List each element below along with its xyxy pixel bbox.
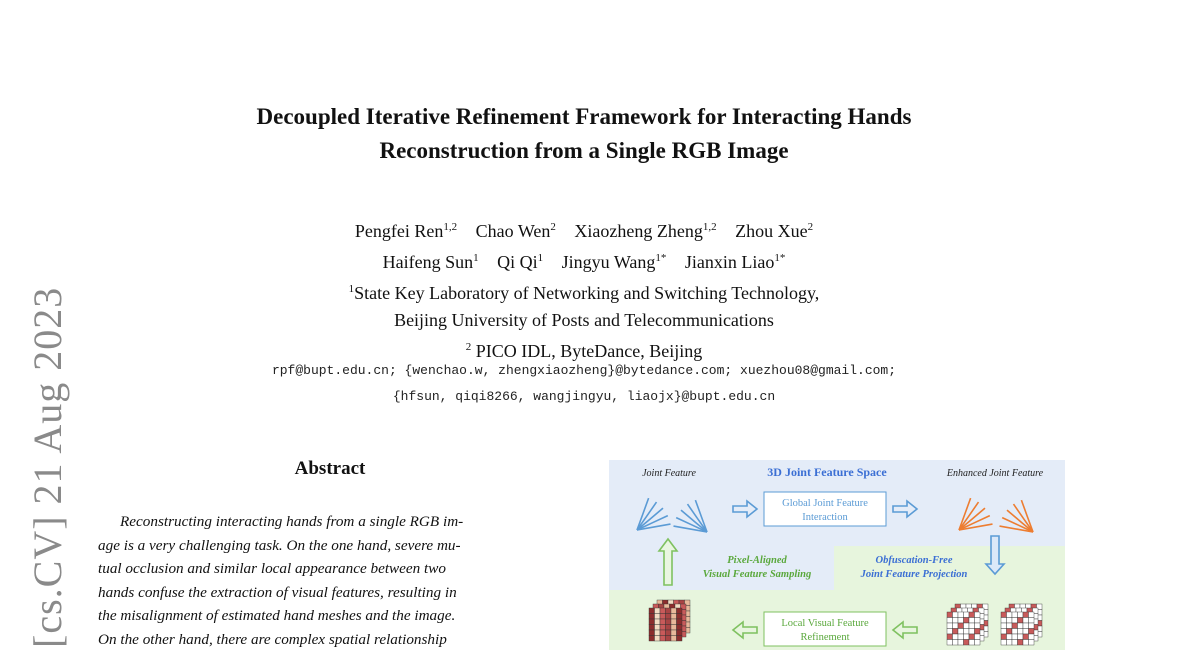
pixel-aligned-line-2: Visual Feature Sampling [702,569,812,580]
author-name: Jingyu Wang [561,252,656,272]
email-line-1: rpf@bupt.edu.cn; {wenchao.w, zhengxiaozheng}@bytedance.com; xuezhou08@gmail.com; [271,363,897,378]
author-name: Haifeng Sun [382,252,474,272]
authors-line-2 [0,245,1168,276]
title-line-2: Reconstruction from a Single RGB Image [379,138,789,163]
affiliation-text: PICO IDL, ByteDance, Beijing [471,341,703,361]
arxiv-stamp: [cs.CV] 21 Aug 2023 [25,286,70,648]
author-name: Jianxin Liao [684,252,775,272]
author-name: Zhou Xue [735,221,808,241]
author-affiliation: 1,2 [443,221,458,233]
local-box-line-2: Refinement [800,632,850,643]
method-figure [609,460,1065,650]
affiliation-marker: 2 [465,341,472,353]
affiliation-1-line-2: Beijing University of Posts and Telecommunications [394,310,774,330]
global-box-line-2: Interaction [802,512,848,523]
author-affiliation: 2 [550,221,556,233]
joint-feature-label: Joint Feature [642,468,696,479]
author-name: Qi Qi [497,252,538,272]
space-title: 3D Joint Feature Space [767,465,887,479]
title-line-1: Decoupled Iterative Refinement Framework for Interacting Hands [256,104,912,129]
figure-svg [609,460,1065,650]
abstract-line: the misalignment of estimated hand meshes and the image. [98,607,456,624]
email-block [0,358,1168,410]
affiliation-1-line-1 [0,276,1168,307]
obfuscation-line-2: Joint Feature Projection [860,569,968,580]
pixel-aligned-line-1: Pixel-Aligned [727,555,787,566]
affiliation-marker: 1 [348,283,355,295]
obfuscation-line-1: Obfuscation-Free [875,555,953,566]
abstract-body [98,510,563,651]
author-affiliation: 1,2 [702,221,717,233]
author-affiliation: 1* [655,252,667,264]
author-affiliation: 1* [774,252,786,264]
author-name: Chao Wen [475,221,551,241]
abstract-line: On the other hand, there are complex spatial relationship [98,630,447,648]
author-affiliation: 2 [807,221,814,233]
author-name: Xiaozheng Zheng [574,221,703,241]
author-name: Pengfei Ren [354,221,444,241]
feature-space-extension [609,546,834,590]
abstract-line: Reconstructing interacting hands from a single RGB im- [120,513,464,530]
affiliation-text: State Key Laboratory of Networking and Switching Technology, [354,283,820,303]
visual-feature-grid-icon [947,604,988,645]
email-line-2: {hfsun, qiqi8266, wangjingyu, liaojx}@bupt.edu.cn [392,389,776,404]
local-box-line-1: Local Visual Feature [781,618,869,629]
paper-title [0,100,1168,168]
authors-line-1 [0,214,1168,245]
image-feature-grid-icon [649,600,690,641]
author-block [0,214,1168,365]
abstract-heading: Abstract [294,458,366,479]
visual-feature-grid-icon [1001,604,1042,645]
abstract-line: tual occlusion and similar local appearance between two [98,560,446,577]
global-box-line-1: Global Joint Feature [782,498,868,509]
author-affiliation: 1 [473,252,479,264]
abstract-line: hands confuse the extraction of visual features, resulting in [98,583,457,601]
author-affiliation: 1 [537,252,544,264]
enhanced-joint-feature-label: Enhanced Joint Feature [946,468,1044,479]
abstract-line: age is a very challenging task. On the one hand, severe mu- [98,536,461,554]
